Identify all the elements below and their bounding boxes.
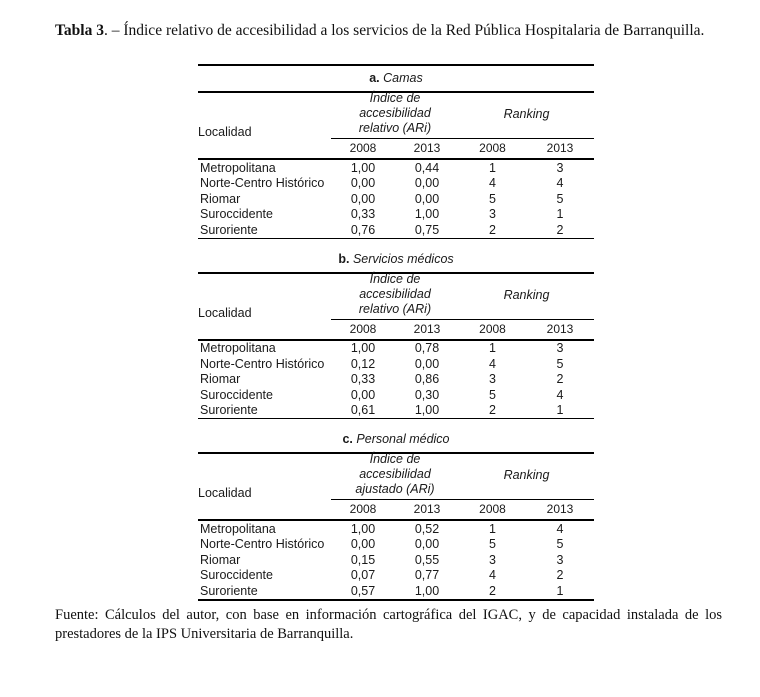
year-header: 2008 [331, 500, 395, 520]
cell-localidad: Norte-Centro Histórico [200, 537, 325, 551]
cell-rank-2008: 5 [489, 537, 496, 551]
cell-ari-2008: 0,00 [350, 537, 376, 551]
table-row [198, 356, 594, 372]
camas-table [198, 64, 594, 239]
cell-ari-2008: 0,76 [331, 222, 395, 238]
table-number: Tabla 3 [55, 22, 104, 39]
year-header: 2013 [395, 139, 459, 159]
cell-ari-2013: 0,86 [414, 372, 440, 386]
cell-ari-2013: 0,00 [414, 537, 440, 551]
cell-ari-2008: 0,33 [350, 372, 376, 386]
cell-rank-2013: 2 [556, 372, 564, 386]
cell-rank-2008: 2 [459, 222, 526, 238]
cell-ari-2008: 0,12 [350, 356, 376, 371]
cell-ari-2013: 0,55 [414, 552, 440, 567]
table-row [198, 403, 594, 419]
cell-localidad: Suroccidente [200, 207, 273, 221]
cell-ari-2013: 0,30 [414, 387, 440, 402]
year-header: 2013 [526, 320, 594, 340]
cell-ari-2008: 0,15 [350, 552, 376, 567]
cell-rank-2013: 3 [556, 552, 564, 567]
table-row [198, 552, 594, 568]
table-row [198, 191, 594, 207]
index-group-label [331, 454, 459, 500]
tables-container [198, 64, 722, 601]
ranking-column-group-header [459, 453, 594, 500]
cell-rank-2013: 4 [556, 521, 564, 536]
index-column-group-header [331, 273, 459, 320]
cell-rank-2008: 4 [489, 356, 496, 371]
column-group-header-row [198, 453, 594, 500]
cell-rank-2013: 5 [556, 191, 564, 206]
year-header: 2008 [331, 139, 395, 159]
index-header-line: ajustado (ARi) [355, 482, 435, 496]
ranking-group-label [459, 454, 594, 500]
table-row [198, 340, 594, 357]
table-row [198, 207, 594, 223]
localidad-column-header: Localidad [198, 125, 252, 139]
year-header: 2008 [459, 320, 526, 340]
cell-rank-2008: 5 [489, 387, 496, 402]
table-row [198, 537, 594, 553]
cell-localidad: Riomar [200, 552, 241, 567]
year-header: 2013 [526, 500, 594, 520]
index-header-line: accesibilidad [359, 106, 431, 120]
cell-rank-2013: 1 [526, 583, 594, 600]
cell-localidad: Suroriente [198, 403, 331, 419]
year-row-spacer [198, 320, 331, 340]
cell-ari-2013: 1,00 [414, 207, 440, 221]
year-header: 2008 [459, 139, 526, 159]
table-caption-text: Camas [383, 71, 423, 85]
ranking-group-label [459, 274, 594, 320]
index-header-line: Índice de [369, 91, 421, 105]
column-group-header-row [198, 273, 594, 320]
index-column-group-header [331, 92, 459, 139]
table-letter: b. [338, 251, 350, 266]
table-title [55, 20, 718, 42]
ranking-header-text: Ranking [503, 287, 550, 302]
cell-ari-2013: 0,52 [414, 521, 440, 536]
cell-ari-2008: 0,33 [350, 207, 376, 221]
ranking-column-group-header [459, 92, 594, 139]
cell-ari-2013: 0,78 [414, 341, 440, 355]
table-row [198, 176, 594, 192]
table-row [198, 372, 594, 388]
cell-rank-2008: 1 [489, 341, 496, 355]
cell-rank-2008: 1 [489, 521, 496, 536]
cell-ari-2013: 0,77 [414, 568, 440, 582]
year-header: 2013 [395, 320, 459, 340]
cell-rank-2008: 4 [489, 176, 496, 190]
table-row [198, 222, 594, 238]
ranking-header-text: Ranking [503, 107, 550, 121]
index-column-group-header [331, 453, 459, 500]
table-row [198, 583, 594, 600]
source-note: Fuente: Cálculos del autor, con base en información cartográfica del IGAC, y de capacidad instalada de los prestadores de la IPS Universitaria de Barranquilla. [55, 606, 722, 642]
cell-rank-2013: 1 [526, 403, 594, 419]
year-header-row [198, 139, 594, 159]
cell-rank-2008: 1 [489, 160, 496, 175]
cell-rank-2013: 4 [556, 387, 564, 402]
table-row [198, 568, 594, 584]
cell-ari-2008: 1,00 [350, 521, 376, 536]
servicios-medicos-table [198, 247, 594, 420]
cell-rank-2013: 5 [556, 537, 564, 551]
table-letter: c. [342, 432, 353, 446]
table-subtitle [198, 65, 594, 92]
table-caption-text: Servicios médicos [352, 251, 454, 266]
index-header-line: accesibilidad [359, 467, 431, 481]
cell-rank-2013: 3 [556, 160, 564, 175]
cell-localidad: Suroriente [198, 583, 331, 600]
year-header: 2013 [526, 139, 594, 159]
table-subtitle [198, 247, 594, 273]
cell-localidad: Metropolitana [200, 341, 276, 355]
cell-ari-2013: 0,00 [414, 176, 440, 190]
cell-ari-2013: 0,00 [414, 356, 440, 371]
cell-localidad: Riomar [200, 372, 241, 386]
cell-rank-2013: 1 [556, 207, 564, 221]
cell-ari-2008: 0,00 [350, 387, 376, 402]
year-header: 2008 [331, 320, 395, 340]
cell-ari-2013: 0,00 [414, 191, 440, 206]
cell-localidad: Norte-Centro Histórico [200, 176, 325, 190]
index-header-line: Índice de [369, 271, 421, 286]
year-header-row [198, 500, 594, 520]
table-row [198, 520, 594, 537]
cell-ari-2013: 0,75 [395, 222, 459, 238]
cell-rank-2008: 3 [489, 552, 496, 567]
cell-rank-2013: 2 [526, 222, 594, 238]
cell-ari-2008: 0,07 [350, 568, 376, 582]
cell-localidad: Norte-Centro Histórico [200, 356, 325, 371]
table-caption-text: Personal médico [356, 432, 450, 446]
index-group-label [331, 271, 459, 320]
index-group-label [331, 93, 459, 139]
year-header: 2008 [459, 500, 526, 520]
cell-ari-2008: 0,61 [331, 403, 395, 419]
cell-ari-2013: 1,00 [395, 583, 459, 600]
cell-ari-2008: 0,00 [350, 191, 376, 206]
cell-rank-2013: 3 [556, 341, 564, 355]
index-header-line: accesibilidad [359, 286, 431, 301]
cell-ari-2008: 0,00 [350, 176, 376, 190]
cell-localidad: Metropolitana [200, 521, 276, 536]
ranking-header-text: Ranking [503, 468, 550, 482]
localidad-column-header: Localidad [198, 305, 252, 320]
ranking-group-label [459, 93, 594, 139]
cell-ari-2008: 1,00 [350, 160, 376, 175]
year-header-row [198, 320, 594, 340]
cell-localidad: Metropolitana [200, 160, 276, 175]
cell-ari-2008: 1,00 [350, 341, 376, 355]
localidad-column-header: Localidad [198, 486, 252, 500]
index-header-line: relativo (ARi) [358, 301, 432, 316]
cell-rank-2008: 2 [459, 403, 526, 419]
personal-medico-table [198, 427, 594, 601]
table-row [198, 387, 594, 403]
index-header-line: Índice de [369, 452, 421, 466]
cell-rank-2008: 5 [489, 191, 496, 206]
cell-localidad: Suroccidente [200, 568, 273, 582]
cell-rank-2008: 4 [489, 568, 496, 582]
cell-localidad: Suroriente [198, 222, 331, 238]
table-title-text: . – Índice relativo de accesibilidad a los servicios de la Red Pública Hospitalaria de Barranquilla. [103, 22, 705, 39]
column-group-header-row [198, 92, 594, 139]
year-header: 2013 [395, 500, 459, 520]
table-row [198, 159, 594, 176]
cell-ari-2013: 0,44 [414, 160, 440, 175]
cell-localidad: Suroccidente [200, 387, 273, 402]
year-row-spacer [198, 500, 331, 520]
cell-rank-2008: 2 [459, 583, 526, 600]
table-letter: a. [369, 71, 380, 85]
cell-rank-2013: 5 [556, 356, 564, 371]
cell-rank-2013: 4 [556, 176, 564, 190]
cell-rank-2013: 2 [556, 568, 564, 582]
cell-localidad: Riomar [200, 191, 241, 206]
table-subtitle [198, 427, 594, 453]
cell-rank-2008: 3 [489, 207, 496, 221]
cell-rank-2008: 3 [489, 372, 496, 386]
cell-ari-2008: 0,57 [331, 583, 395, 600]
cell-ari-2013: 1,00 [395, 403, 459, 419]
ranking-column-group-header [459, 273, 594, 320]
index-header-line: relativo (ARi) [358, 121, 432, 135]
year-row-spacer [198, 139, 331, 159]
